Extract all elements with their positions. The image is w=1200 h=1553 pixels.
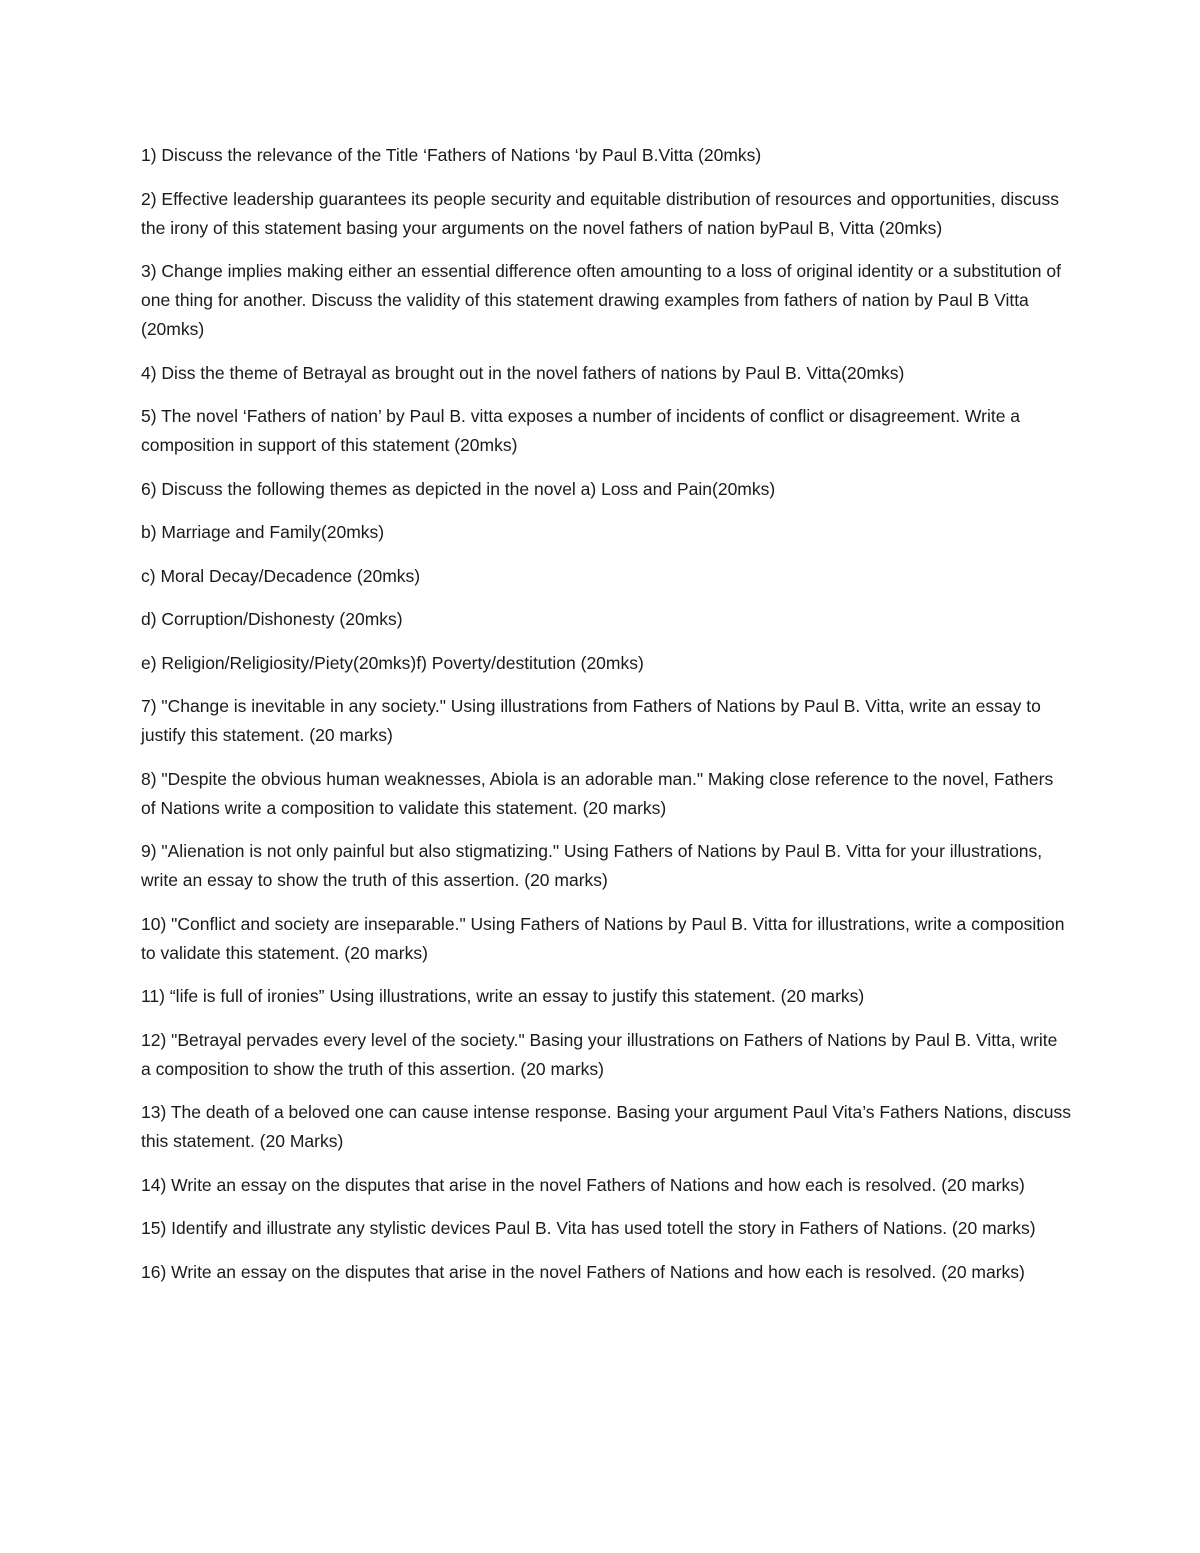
question-2: 2) Effective leadership guarantees its people security and equitable distribution of resources and opportunities, discuss the irony of this statement basing your arguments on the novel fathers of nation byPaul B, Vitta (20mks): [141, 188, 1059, 238]
question-6c: c) Moral Decay/Decadence (20mks): [141, 565, 421, 586]
question-15: 15) Identify and illustrate any stylistic devices Paul B. Vita has used totell the story in Fathers of Nations. (20 marks): [141, 1218, 1036, 1238]
question-14: 14) Write an essay on the disputes that arise in the novel Fathers of Nations and how each is resolved. (20 marks): [141, 1174, 1025, 1195]
question-6b: b) Marriage and Family(20mks): [141, 522, 385, 542]
question-1: 1) Discuss the relevance of the Title ‘Fathers of Nations ‘by Paul B.Vitta (20mks): [141, 145, 762, 165]
question-12: 12) "Betrayal pervades every level of the society." Basing your illustrations on Fathers of Nations by Paul B. Vitta, write a composition to show the truth of this assertion. (20 marks): [141, 1029, 1058, 1079]
question-6a: 6) Discuss the following themes as depicted in the novel a) Loss and Pain(20mks): [141, 478, 776, 499]
question-7: 7) "Change is inevitable in any society." Using illustrations from Fathers of Nations by Paul B. Vitta, write an essay to justify this statement. (20 marks): [141, 696, 1041, 745]
question-10: 10) "Conflict and society are inseparable." Using Fathers of Nations by Paul B. Vitta for illustrations, write a composition to validate this statement. (20 marks): [141, 913, 1065, 963]
question-8: 8) "Despite the obvious human weaknesses, Abiola is an adorable man." Making close reference to the novel, Fathers of Nations write a composition to validate this statement. (20 marks): [141, 768, 1054, 818]
question-6e-6f: e) Religion/Religiosity/Piety(20mks)f) Poverty/destitution (20mks): [141, 652, 644, 673]
question-4: 4) Diss the theme of Betrayal as brought out in the novel fathers of nations by Paul B. Vitta(20mks): [141, 362, 905, 383]
question-11: 11) “life is full of ironies” Using illustrations, write an essay to justify this statement. (20 marks): [141, 986, 865, 1006]
question-5: 5) The novel ‘Fathers of nation’ by Paul B. vitta exposes a number of incidents of conflict or disagreement. Write a composition in support of this statement (20mks): [141, 406, 1021, 455]
question-13: 13) The death of a beloved one can cause intense response. Basing your argument Paul Vita’s Fathers Nations, discuss this statement. (20 Marks): [141, 1102, 1072, 1151]
question-list: [141, 141, 1071, 1301]
question-16: 16) Write an essay on the disputes that arise in the novel Fathers of Nations and how each is resolved. (20 marks): [141, 1261, 1025, 1282]
question-3: 3) Change implies making either an essential difference often amounting to a loss of original identity or a substitution of one thing for another. Discuss the validity of this statement drawing examples from fathers of nation by Paul B Vitta (20mks): [141, 261, 1061, 339]
question-9: 9) "Alienation is not only painful but also stigmatizing." Using Fathers of Nations by Paul B. Vitta for your illustrations, write an essay to show the truth of this assertion. (20 marks): [141, 841, 1043, 890]
question-6d: d) Corruption/Dishonesty (20mks): [141, 609, 403, 629]
